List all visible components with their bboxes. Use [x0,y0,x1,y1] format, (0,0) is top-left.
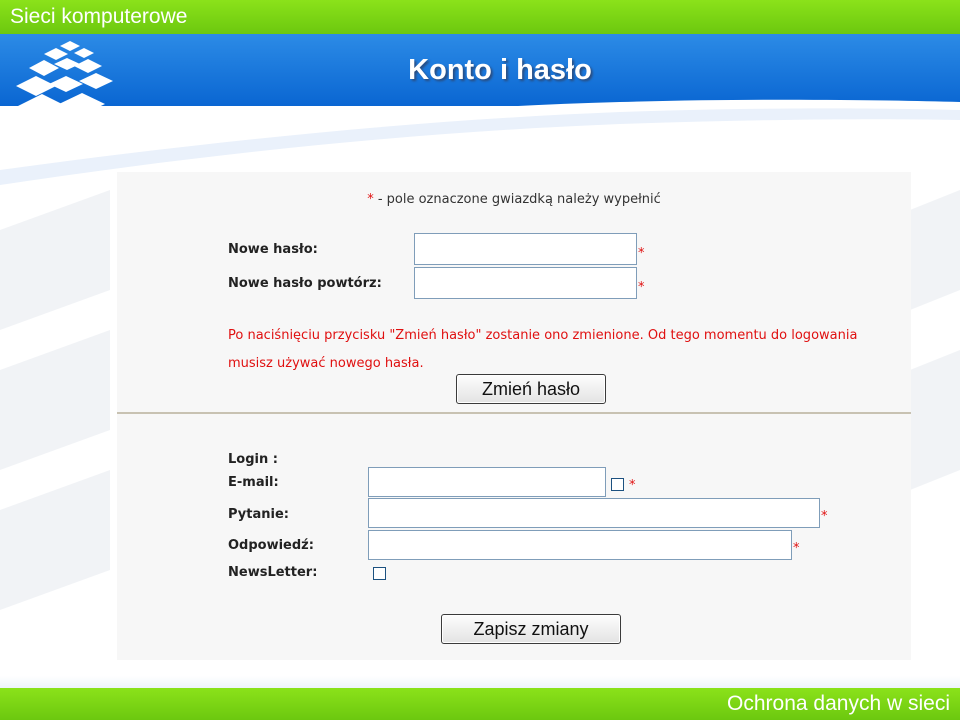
question-label: Pytanie: [228,507,289,522]
new-password-required-mark: * [638,246,645,261]
login-label: Login : [228,452,278,467]
required-note-star: * [367,192,374,207]
answer-required-mark: * [793,541,800,556]
email-label: E-mail: [228,475,279,490]
account-form-panel [117,172,911,660]
newsletter-checkbox[interactable] [373,567,386,580]
save-changes-button[interactable]: Zapisz zmiany [441,614,621,644]
new-password-label: Nowe hasło: [228,242,318,257]
new-password-input[interactable] [414,233,637,265]
repeat-password-label: Nowe hasło powtórz: [228,276,382,291]
change-password-info: Po naciśnięciu przycisku "Zmień hasło" zostanie ono zmienione. Od tego momentu do logowania musisz używać nowego hasła. [228,328,858,371]
bottom-bar [0,688,960,720]
section-divider [117,412,911,414]
required-note [117,192,911,207]
question-input[interactable] [368,498,820,528]
required-note-text: - pole oznaczone gwiazdką należy wypełnić [373,192,661,207]
email-input[interactable] [368,467,606,497]
footer-fade [0,676,960,688]
email-visibility-checkbox[interactable] [611,478,624,491]
answer-input[interactable] [368,530,792,560]
repeat-password-input[interactable] [414,267,637,299]
logo-text: E-STUDIA INFORMATYCZNE [4,129,145,140]
repeat-password-required-mark: * [638,280,645,295]
newsletter-label: NewsLetter: [228,565,318,580]
course-title: Sieci komputerowe [10,5,188,28]
question-required-mark: * [821,509,828,524]
footer-title: Ochrona danych w sieci [727,692,950,715]
answer-label: Odpowiedź: [228,538,314,553]
change-password-button[interactable]: Zmień hasło [456,374,606,404]
top-bar [0,0,960,34]
email-required-mark: * [629,478,636,493]
slide-title: Konto i hasło [408,54,592,86]
